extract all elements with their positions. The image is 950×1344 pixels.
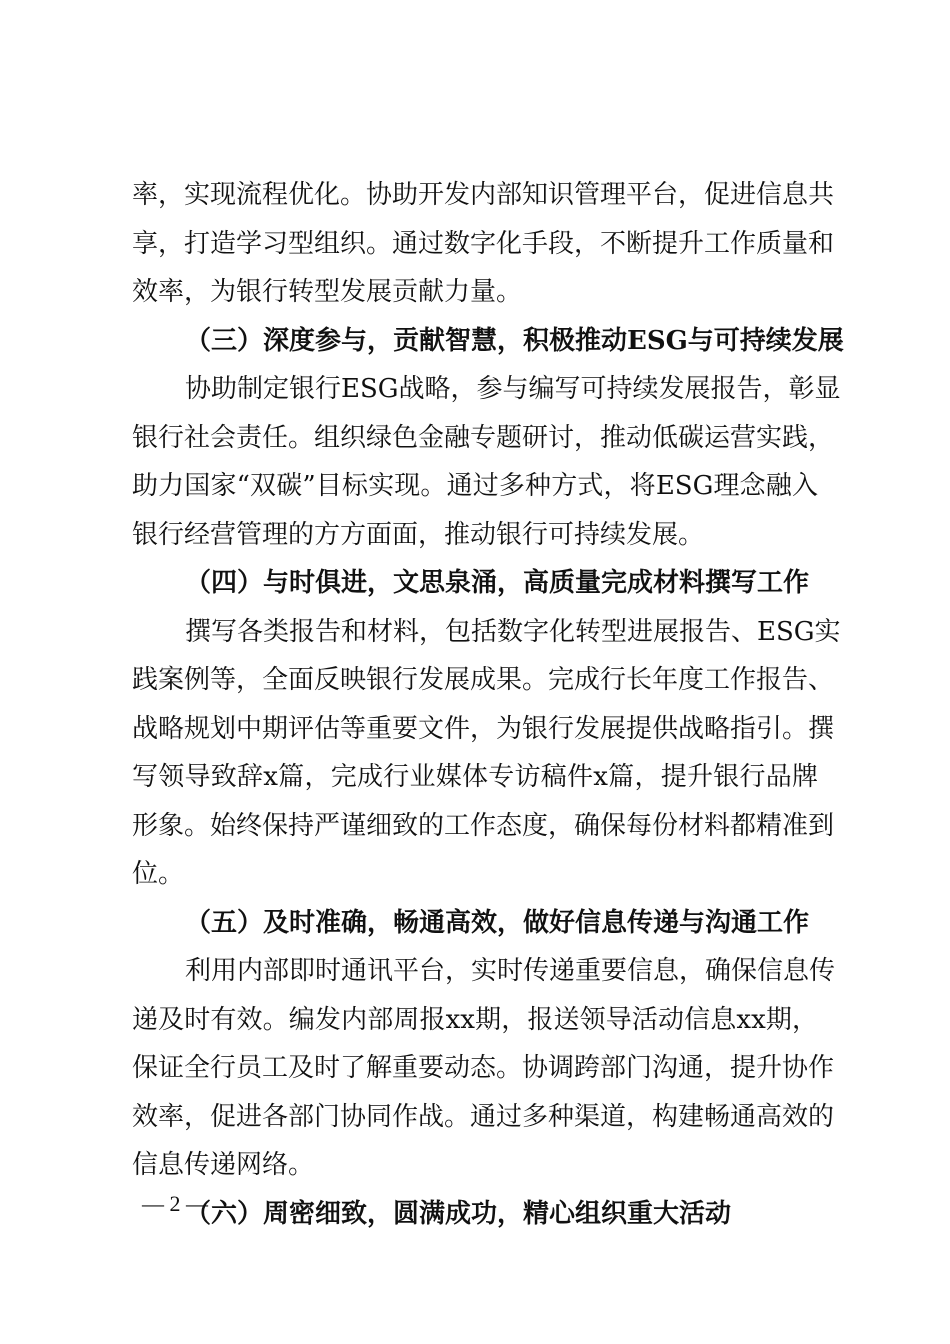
paragraph-line: 银行社会责任。组织绿色金融专题研讨，推动低碳运营实践， [132, 423, 835, 453]
section-heading-4: （四）与时俱进，文思泉涌，高质量完成材料撰写工作 [185, 568, 810, 598]
section-heading-5: （五）及时准确，畅通高效，做好信息传递与沟通工作 [185, 908, 810, 938]
section-heading-6: （六）周密细致，圆满成功，精心组织重大活动 [185, 1199, 732, 1229]
paragraph-line: 效率，促进各部门协同作战。通过多种渠道，构建畅通高效的 [132, 1102, 835, 1132]
paragraph-line: 保证全行员工及时了解重要动态。协调跨部门沟通，提升协作 [132, 1053, 835, 1083]
paragraph-line: 践案例等，全面反映银行发展成果。完成行长年度工作报告、 [132, 665, 835, 695]
paragraph-line: 效率，为银行转型发展贡献力量。 [132, 277, 523, 307]
paragraph-line: 战略规划中期评估等重要文件，为银行发展提供战略指引。撰 [132, 714, 835, 744]
paragraph-line: 率，实现流程优化。协助开发内部知识管理平台，促进信息共 [132, 180, 835, 210]
paragraph-line: 撰写各类报告和材料，包括数字化转型进展报告、ESG实 [185, 617, 841, 647]
paragraph-line: 信息传递网络。 [132, 1150, 315, 1180]
paragraph-line: 递及时有效。编发内部周报xx期，报送领导活动信息xx期， [132, 1005, 818, 1035]
section-heading-3: （三）深度参与，贡献智慧，积极推动ESG与可持续发展 [185, 326, 844, 356]
paragraph-line: 位。 [132, 859, 185, 889]
paragraph-line: 写领导致辞x篇，完成行业媒体专访稿件x篇，提升银行品牌 [132, 762, 818, 792]
paragraph-line: 银行经营管理的方方面面，推动银行可持续发展。 [132, 520, 705, 550]
page-number: — 2 — [142, 1191, 208, 1216]
paragraph-line: 协助制定银行ESG战略，参与编写可持续发展报告，彰显 [185, 374, 841, 404]
paragraph-line: 享，打造学习型组织。通过数字化手段，不断提升工作质量和 [132, 229, 835, 259]
paragraph-line: 助力国家“双碳”目标实现。通过多种方式，将ESG理念融入 [132, 471, 818, 501]
paragraph-line: 形象。始终保持严谨细致的工作态度，确保每份材料都精准到 [132, 811, 835, 841]
paragraph-line: 利用内部即时通讯平台，实时传递重要信息，确保信息传 [185, 956, 836, 986]
